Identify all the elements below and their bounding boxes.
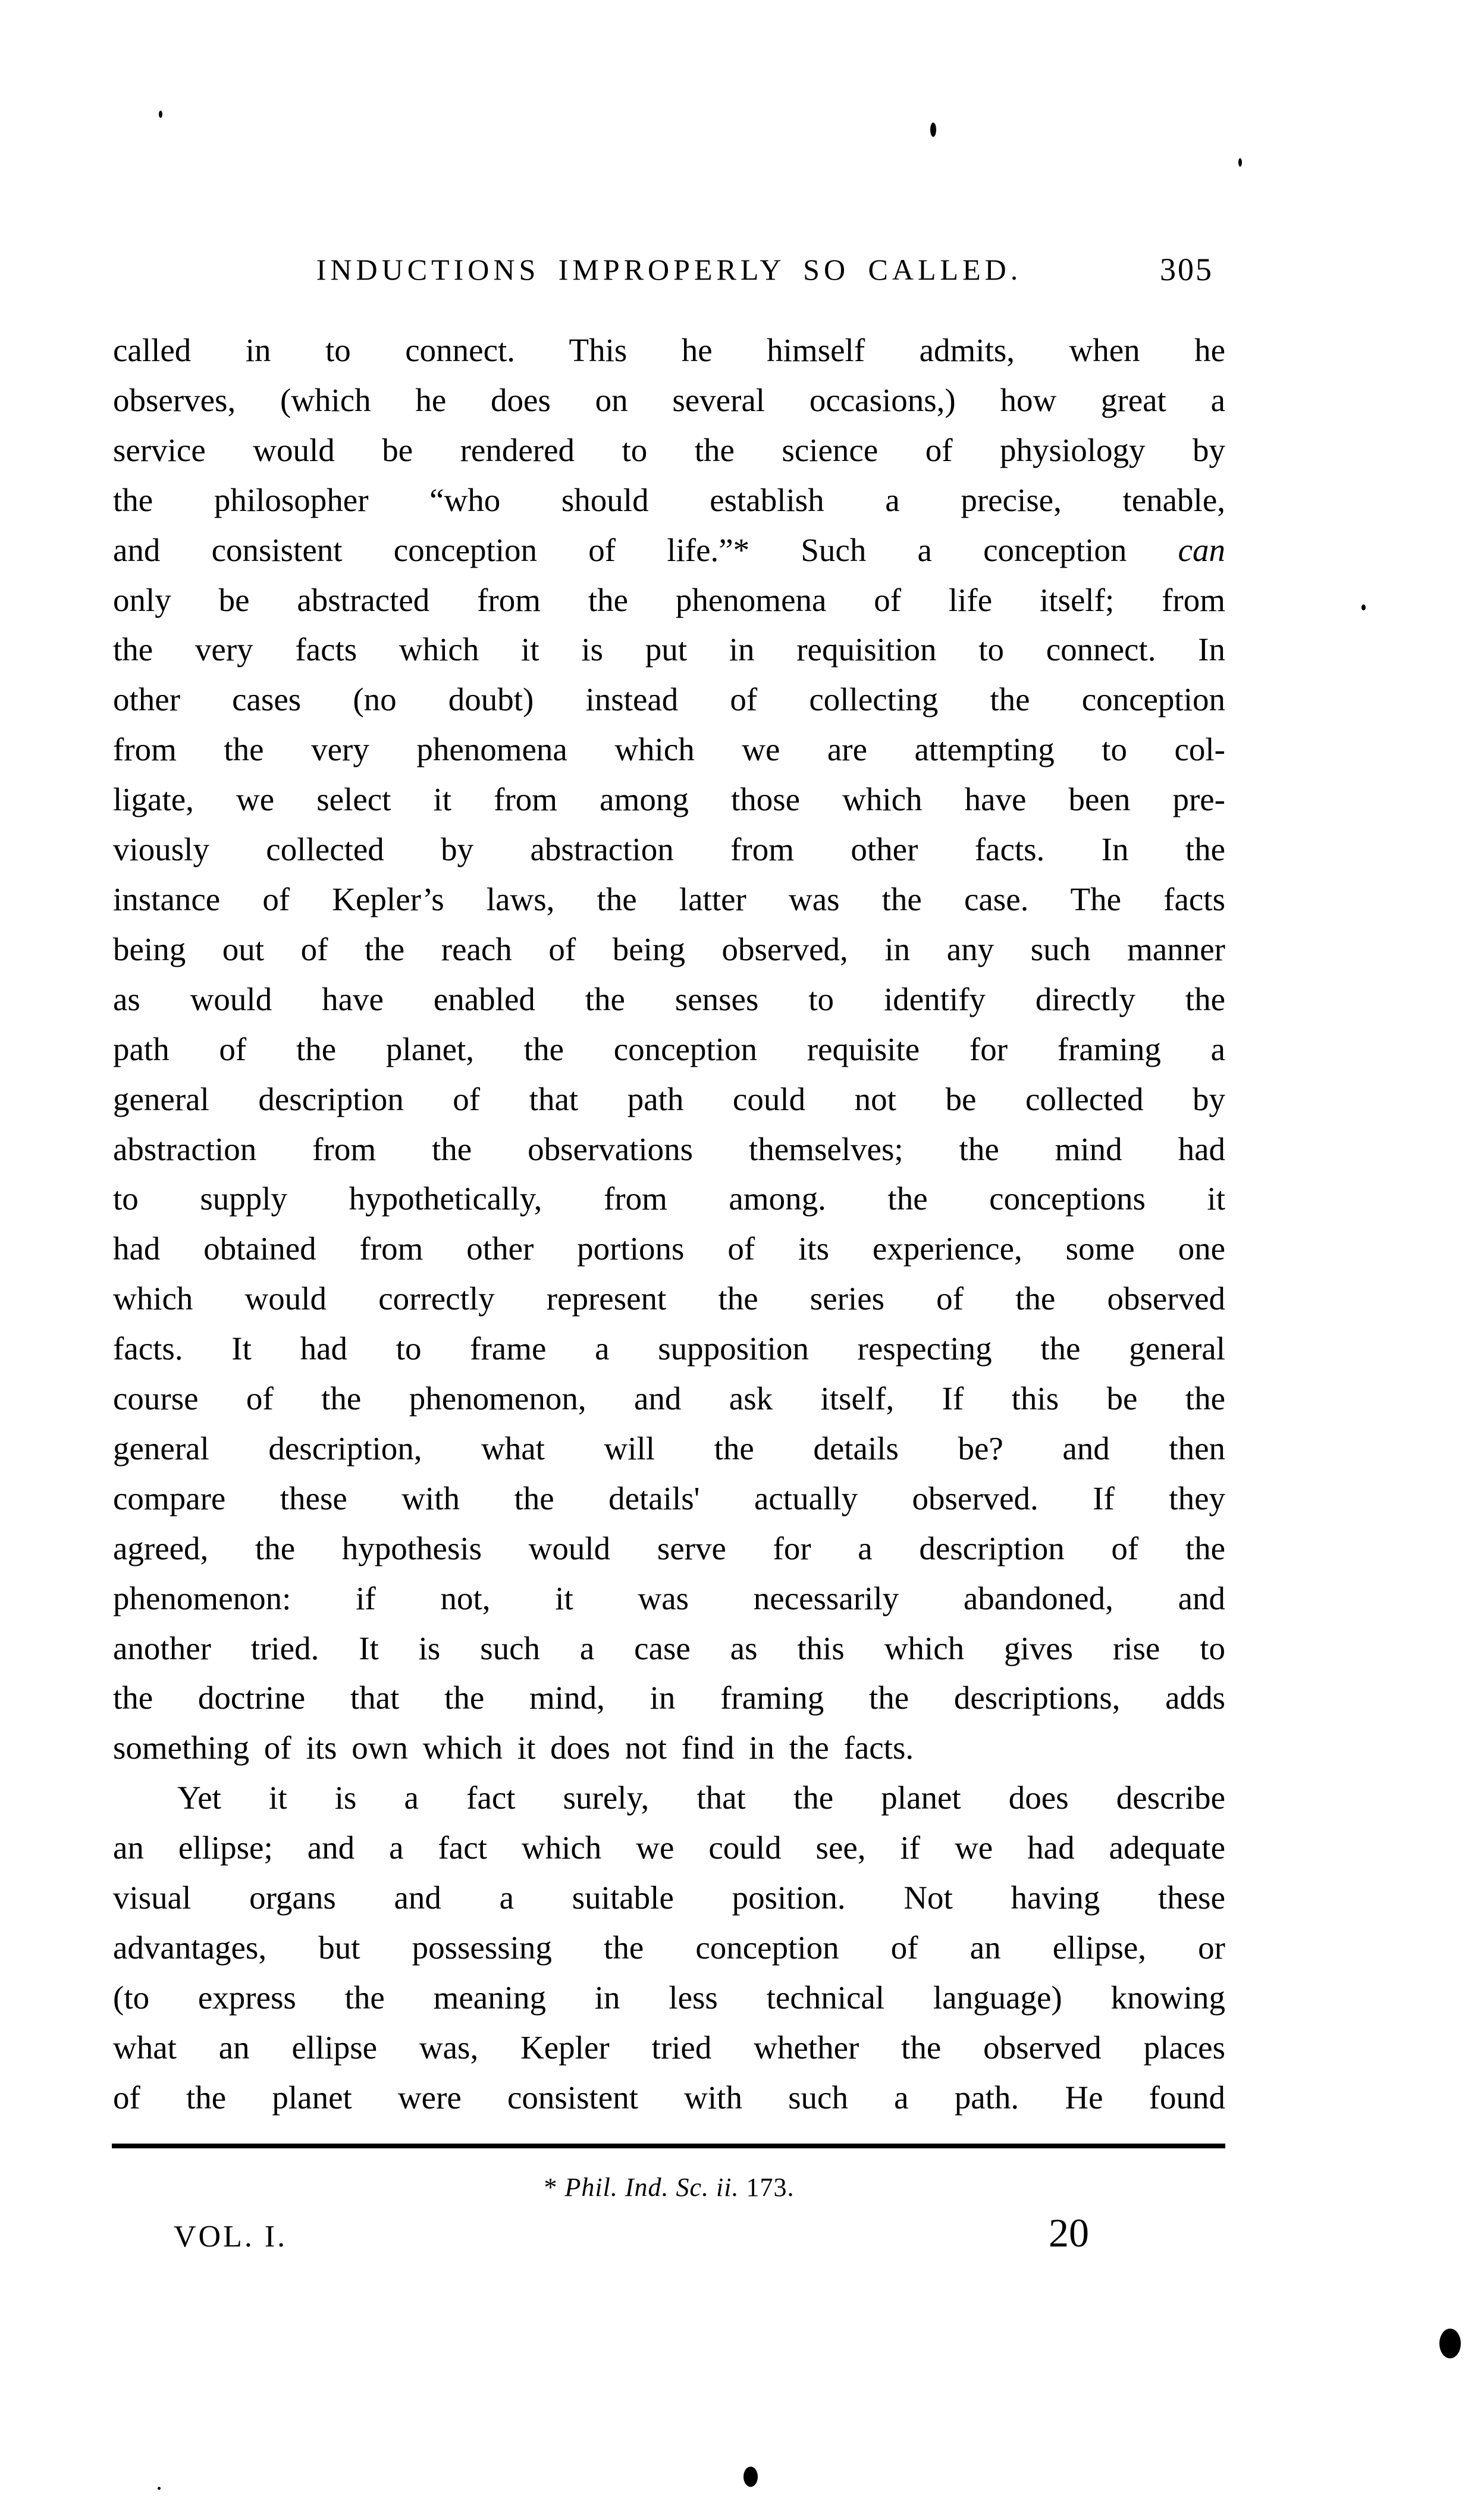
text-run: general description, what will the details be? and then xyxy=(113,1430,1225,1467)
body-line xyxy=(113,1124,1225,1174)
italic-text: Phil. Ind. Sc. ii. xyxy=(564,2173,739,2202)
text-run: being out of the reach of being observed, in any such manner xyxy=(113,930,1225,967)
body-line xyxy=(113,525,1225,575)
body-line xyxy=(113,1873,1225,1923)
text-run: ligate, we select it from among those which have been pre- xyxy=(113,781,1225,818)
text-run: facts. It had to frame a supposition respecting the general xyxy=(113,1330,1225,1367)
footnote-divider xyxy=(112,2144,1225,2148)
text-run: phenomenon: if not, it was necessarily abandoned, and xyxy=(113,1580,1225,1616)
text-run: Yet it is a fact surely, that the planet does describe xyxy=(177,1779,1225,1816)
text-run: as would have enabled the senses to identify directly the xyxy=(113,980,1225,1017)
footnote-text xyxy=(544,2173,795,2202)
text-run: what an ellipse was, Kepler tried whether the observed places xyxy=(113,2029,1225,2066)
text-run: agreed, the hypothesis would serve for a description of the xyxy=(113,1530,1225,1566)
ink-speck xyxy=(930,123,936,137)
body-line xyxy=(113,575,1225,625)
text-run: general description of that path could not be collected by xyxy=(113,1080,1225,1117)
running-head-title: INDUCTIONS IMPROPERLY SO CALLED. xyxy=(316,253,1022,286)
body-line xyxy=(113,775,1225,825)
body-line xyxy=(113,375,1225,425)
text-run: had obtained from other portions of its experience, some one xyxy=(113,1230,1225,1267)
text-run: and consistent conception of life.”* Such a conception xyxy=(113,531,1178,568)
body-line xyxy=(113,675,1225,725)
text-run: advantages, but possessing the conception of an ellipse, or xyxy=(113,1929,1225,1966)
body-line xyxy=(113,975,1225,1024)
text-run: from the very phenomena which we are attempting to col- xyxy=(113,731,1225,768)
body-line xyxy=(113,1973,1225,2023)
body-line xyxy=(113,1723,1225,1773)
ink-speck xyxy=(1238,158,1242,167)
body-line xyxy=(113,1524,1225,1574)
text-run: abstraction from the observations themselves; the mind had xyxy=(113,1130,1225,1167)
body-line xyxy=(113,1224,1225,1274)
body-line xyxy=(113,425,1225,475)
ink-speck xyxy=(159,111,162,118)
volume-label: VOL. I. xyxy=(174,2220,288,2254)
body-line xyxy=(113,325,1225,375)
body-line xyxy=(113,825,1225,875)
text-run: another tried. It is such a case as this which gives rise to xyxy=(113,1630,1225,1666)
text-run: of the planet were consistent with such a path. He found xyxy=(113,2079,1225,2116)
body-line xyxy=(113,1823,1225,1873)
body-line xyxy=(113,1624,1225,1674)
body-line xyxy=(113,1174,1225,1224)
body-line xyxy=(113,1424,1225,1474)
text-run: only be abstracted from the phenomena of life itself; from xyxy=(113,581,1225,618)
page-number: 305 xyxy=(1160,252,1213,287)
text-run: course of the phenomenon, and ask itself, If this be the xyxy=(113,1380,1225,1417)
text-run: instance of Kepler’s laws, the latter was the case. The facts xyxy=(113,881,1225,917)
body-line xyxy=(113,475,1225,525)
body-line xyxy=(113,1574,1225,1624)
ink-speck xyxy=(1439,2329,1461,2358)
ink-speck xyxy=(743,2467,758,2487)
text-run: 173. xyxy=(739,2173,795,2202)
body-line xyxy=(113,925,1225,975)
body-line xyxy=(113,1074,1225,1124)
body-line xyxy=(113,1274,1225,1324)
body-line xyxy=(113,1923,1225,1973)
text-run: an ellipse; and a fact which we could see, if we had adequate xyxy=(113,1829,1225,1866)
signature-number: 20 xyxy=(1049,2210,1089,2255)
text-run: called in to connect. This he himself admits, when he xyxy=(113,332,1225,368)
text-run: visual organs and a suitable position. Not having these xyxy=(113,1879,1225,1916)
ink-speck xyxy=(158,2487,161,2490)
footnote xyxy=(113,2173,1225,2202)
text-run: observes, (which he does on several occasions,) how great a xyxy=(113,381,1225,418)
body-line xyxy=(113,1773,1225,1823)
body-line xyxy=(113,1024,1225,1074)
text-run: to supply hypothetically, from among. the conceptions it xyxy=(113,1180,1225,1217)
body-line xyxy=(113,2023,1225,2073)
page-header xyxy=(113,252,1225,296)
text-run: viously collected by abstraction from other facts. In the xyxy=(113,831,1225,868)
text-run: other cases (no doubt) instead of collecting the conception xyxy=(113,681,1225,718)
text-run: which would correctly represent the series of the observed xyxy=(113,1280,1225,1317)
text-run: * xyxy=(544,2173,565,2202)
text-run: the very facts which it is put in requisition to connect. In xyxy=(113,631,1225,668)
text-run: service would be rendered to the science of physiology by xyxy=(113,431,1225,468)
body-line xyxy=(113,1324,1225,1374)
body-text xyxy=(113,325,1225,2123)
ink-speck xyxy=(1361,604,1366,610)
text-run: the doctrine that the mind, in framing the descriptions, adds xyxy=(113,1680,1225,1716)
body-line xyxy=(113,1374,1225,1424)
body-line xyxy=(113,875,1225,925)
text-run: compare these with the details' actually observed. If they xyxy=(113,1480,1225,1517)
text-run: path of the planet, the conception requisite for framing a xyxy=(113,1030,1225,1067)
body-line xyxy=(113,1673,1225,1723)
body-line xyxy=(113,725,1225,775)
text-run: the philosopher “who should establish a precise, tenable, xyxy=(113,481,1225,518)
body-line xyxy=(113,2073,1225,2123)
body-line xyxy=(113,1474,1225,1524)
body-line xyxy=(113,625,1225,675)
text-run: (to express the meaning in less technical language) knowing xyxy=(113,1979,1225,2016)
text-run: something of its own which it does not find in the facts. xyxy=(113,1729,914,1766)
italic-text: can xyxy=(1178,531,1225,568)
